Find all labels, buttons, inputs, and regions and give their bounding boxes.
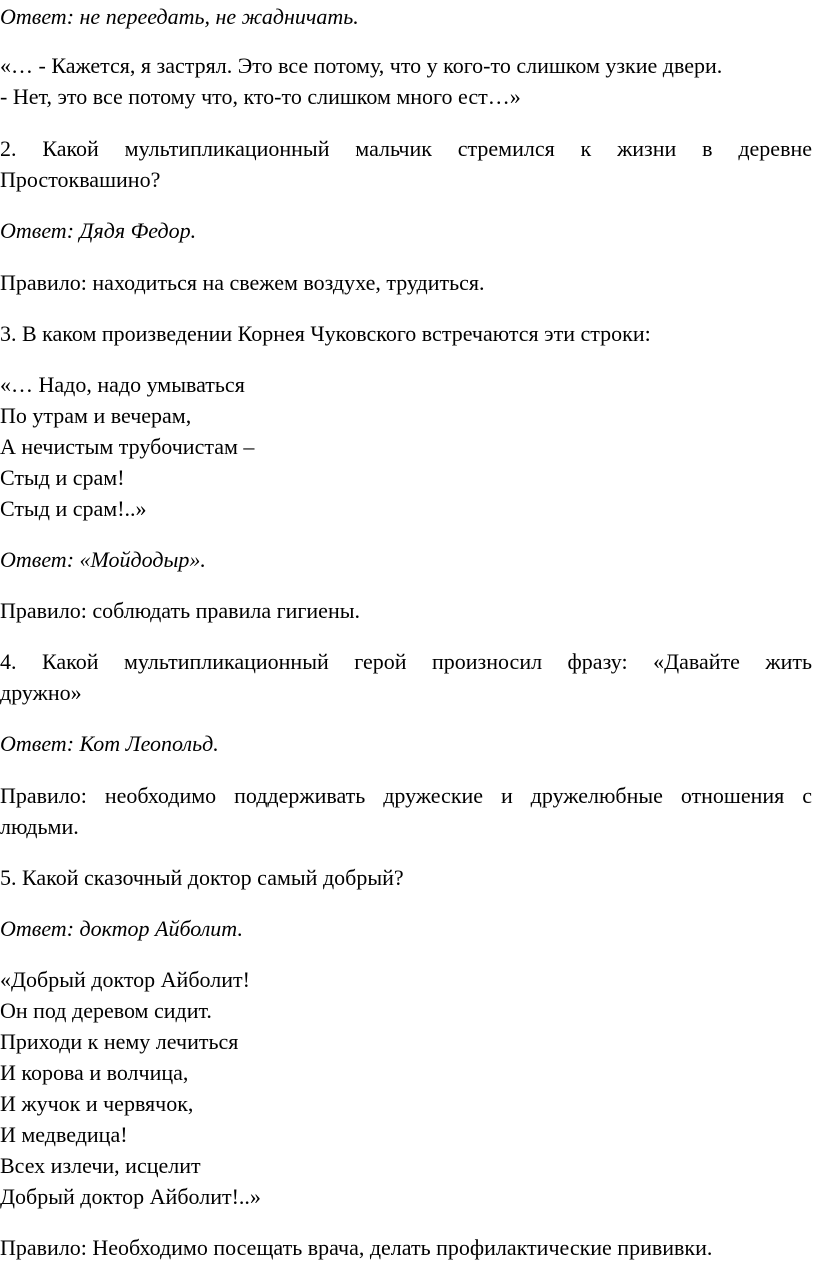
poem-2-line: «Добрый доктор Айболит! [0,967,250,992]
answer-5: Ответ: доктор Айболит. [0,916,243,941]
poem-1-line: По утрам и вечерам, [0,403,192,428]
rule-4-line-2: людьми. [0,814,79,839]
question-3: 3. В каком произведении Корнея Чуковского встречаются эти строки: [0,321,651,346]
rule-5: Правило: Необходимо посещать врача, делать профилактические прививки. [0,1235,713,1260]
question-2-line-2: Простоквашино? [0,167,161,192]
poem-1-line: «… Надо, надо умываться [0,372,245,397]
rule-2: Правило: находиться на свежем воздухе, трудиться. [0,270,485,295]
poem-1-line: Стыд и срам!..» [0,496,147,521]
rule-4-line-1: Правило: необходимо поддерживать дружеские и дружелюбные отношения с [0,783,812,808]
answer-4: Ответ: Кот Леопольд. [0,731,219,756]
quote-line-2: - Нет, это все потому что, кто-то слишком много ест…» [0,84,521,109]
quote-line-1: «… - Кажется, я застрял. Это все потому, что у кого-то слишком узкие двери. [0,53,723,78]
poem-1-line: Стыд и срам! [0,465,125,490]
rule-3: Правило: соблюдать правила гигиены. [0,598,361,623]
poem-2-line: Приходи к нему лечиться [0,1029,239,1054]
poem-2-line: Он под деревом сидит. [0,998,212,1023]
poem-2-line: Добрый доктор Айболит!..» [0,1184,261,1209]
answer-prev: Ответ: не переедать, не жадничать. [0,4,359,29]
question-2-line-1: 2. Какой мультипликационный мальчик стремился к жизни в деревне [0,136,812,161]
answer-3: Ответ: «Мойдодыр». [0,547,206,572]
poem-2-line: И жучок и червячок, [0,1091,194,1116]
poem-1-line: А нечистым трубочистам – [0,434,255,459]
poem-2-line: Всех излечи, исцелит [0,1153,201,1178]
question-4-line-2: дружно» [0,680,82,705]
poem-2-line: И медведица! [0,1122,128,1147]
answer-2: Ответ: Дядя Федор. [0,218,197,243]
question-4-line-1: 4. Какой мультипликационный герой произносил фразу: «Давайте жить [0,649,812,674]
poem-2-line: И корова и волчица, [0,1060,189,1085]
question-5: 5. Какой сказочный доктор самый добрый? [0,865,404,890]
